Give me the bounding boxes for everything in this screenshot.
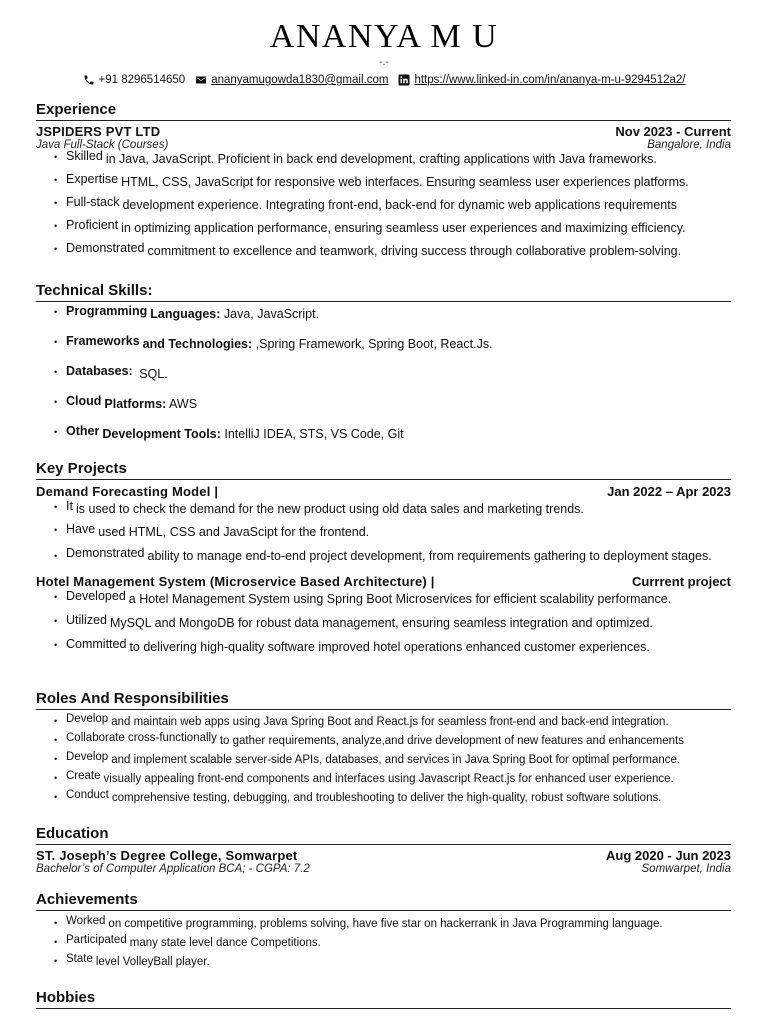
list-item: • Have used HTML, CSS and JavaScipt for the frontend. — [36, 525, 731, 548]
list-item: • Databases: SQL. — [36, 367, 731, 397]
projects-section — [36, 460, 731, 660]
school-name: ST. Joseph’s Degree College, Somwarpet — [36, 848, 298, 863]
project-bullets — [36, 499, 731, 565]
list-item: • Committed to delivering high-quality software improved hotel operations enhanced customer experiences. — [36, 640, 731, 660]
contact-bar — [0, 74, 768, 86]
education-section — [36, 825, 731, 875]
section-title: Roles And Responsibilities — [36, 690, 731, 710]
list-item: • Worked on competitive programming, problems solving, have five star on hackerrank in Java Programming language. — [36, 918, 731, 937]
list-item: • Develop and implement scalable server-side APIs, databases, and services in Java Spring Boot for optimal performance. — [36, 754, 731, 773]
experience-date: Nov 2023 - Current — [615, 124, 731, 139]
skills-section — [36, 282, 731, 457]
phone-icon — [83, 74, 95, 86]
list-item: • State level VolleyBall player. — [36, 956, 731, 975]
school-location: Somwarpet, India — [641, 863, 731, 875]
list-item: • Collaborate cross-functionally to gather requirements, analyze,and drive development of new features and enhancements — [36, 735, 731, 754]
list-item: • Demonstrated ability to manage end-to-end project development, from requirements gathering to deployment stages. — [36, 548, 731, 565]
email-link[interactable]: ananyamugowda1830@gmail.com — [211, 74, 389, 86]
list-item: • Expertise HTML, CSS, JavaScript for responsive web interfaces. Ensuring seamless user experiences platforms. — [36, 175, 731, 198]
list-item: • Demonstrated commitment to excellence and teamwork, driving success through collaborative problem-solving. — [36, 244, 731, 267]
list-item: • Cloud Platforms: AWS — [36, 397, 731, 427]
envelope-icon — [195, 74, 207, 86]
project-date: Jan 2022 – Apr 2023 — [607, 484, 731, 499]
project-header — [36, 574, 731, 589]
section-title: Experience — [36, 101, 731, 121]
project-date: Currrent project — [632, 574, 731, 589]
list-item: • Participated many state level dance Competitions. — [36, 937, 731, 956]
skills-list — [36, 304, 731, 457]
list-item: • Conduct comprehensive testing, debugging, and troubleshooting to deliver the high-quality, robust software solutions. — [36, 792, 731, 811]
phone-number: +91 8296514650 — [98, 74, 186, 86]
list-item: • It is used to check the demand for the new product using old data sales and marketing trends. — [36, 502, 731, 525]
experience-bullets — [36, 149, 731, 267]
project-header — [36, 484, 731, 499]
contact-phone — [83, 74, 186, 86]
linkedin-icon — [398, 74, 410, 86]
list-item: • Programming Languages: Java, JavaScript. — [36, 307, 731, 337]
job-role: Java Full-Stack (Courses) — [36, 139, 169, 151]
list-item: • Other Development Tools: IntelliJ IDEA, STS, VS Code, Git — [36, 427, 731, 457]
roles-bullets — [36, 713, 731, 811]
linkedin-link[interactable]: https://www.linked-in.com/in/ananya-m-u-9294512a2/ — [414, 74, 686, 86]
job-location: Bangalore, India — [647, 139, 731, 151]
experience-header — [36, 124, 731, 139]
section-title: Achievements — [36, 891, 731, 911]
roles-section — [36, 690, 731, 811]
candidate-name: ANANYA M U — [269, 18, 499, 55]
section-title: Education — [36, 825, 731, 845]
list-item: • Create visually appealing front-end components and interfaces using Javascript React.js for enhanced user experience. — [36, 773, 731, 792]
contact-linkedin[interactable] — [398, 74, 685, 86]
degree-name: Bachelor’s of Computer Application BCA; - CGPA: 7.2 — [36, 863, 310, 875]
achievements-section — [36, 891, 731, 975]
list-item: • Proficient in optimizing application performance, ensuring seamless user experiences and maximizing efficiency. — [36, 221, 731, 244]
project-name: Demand Forecasting Model | — [36, 484, 219, 499]
contact-email[interactable] — [195, 74, 388, 86]
list-item: • Developed a Hotel Management System using Spring Boot Microservices for efficient scalability performance. — [36, 592, 731, 616]
list-item: • Frameworks and Technologies: ,Spring Framework, Spring Boot, React.Js. — [36, 337, 731, 367]
list-item: • Utilized MySQL and MongoDB for robust data management, ensuring seamless integration and optimized. — [36, 616, 731, 640]
company-name: JSPIDERS PVT LTD — [36, 124, 161, 139]
list-item: • Develop and maintain web apps using Java Spring Boot and React.js for seamless front-end and back-end integration. — [36, 716, 731, 735]
experience-subheader — [36, 139, 731, 151]
achievements-bullets — [36, 915, 731, 975]
hobbies-section — [36, 989, 731, 1009]
experience-section — [36, 101, 731, 267]
section-title: Key Projects — [36, 460, 731, 480]
list-item: • Skilled in Java, JavaScript. Proficient in back end development, crafting applications with Java frameworks. — [36, 152, 731, 175]
education-date: Aug 2020 - Jun 2023 — [606, 848, 731, 863]
education-header — [36, 848, 731, 863]
education-subheader — [36, 863, 731, 875]
project-bullets — [36, 589, 731, 660]
header-tagline: -.- — [379, 57, 389, 68]
section-title: Technical Skills: — [36, 282, 731, 302]
section-title: Hobbies — [36, 989, 731, 1009]
list-item: • Full-stack development experience. Integrating front-end, back-end for dynamic web applications requirements — [36, 198, 731, 221]
project-name: Hotel Management System (Microservice Based Architecture) | — [36, 574, 435, 589]
